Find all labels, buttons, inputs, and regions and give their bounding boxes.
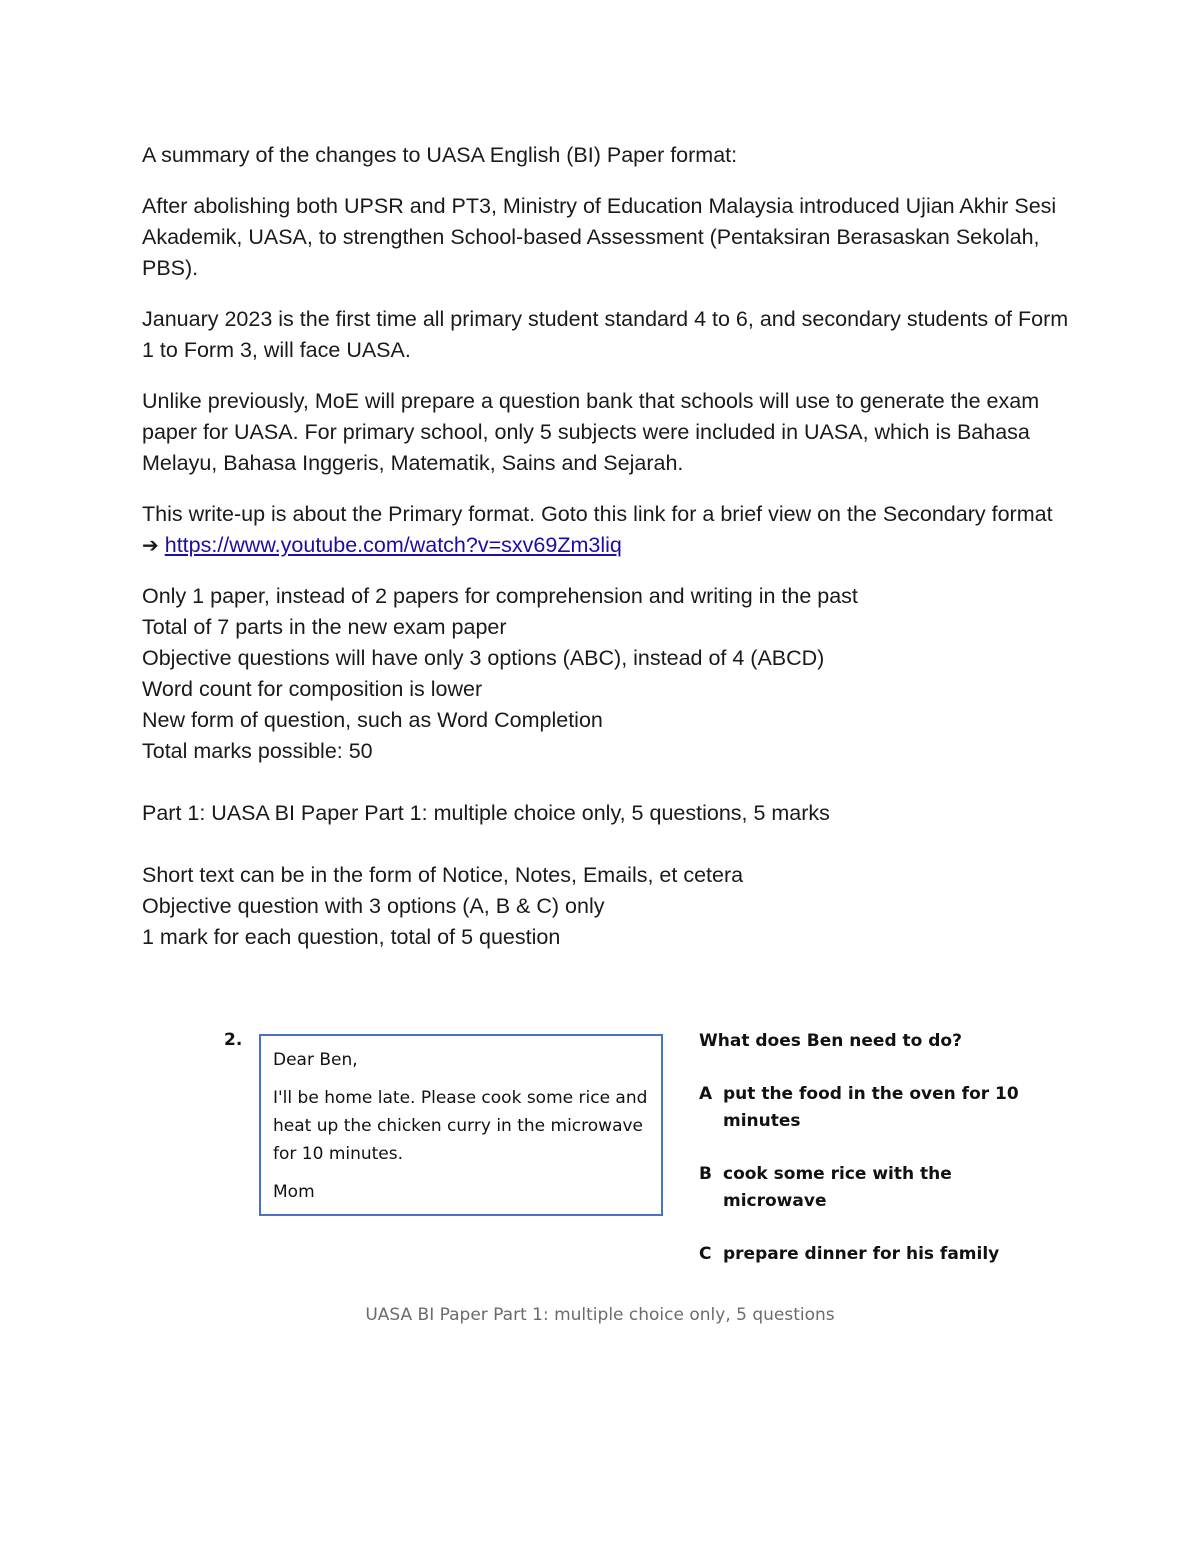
note-box	[259, 1034, 663, 1216]
question-number: 2.	[224, 1030, 243, 1050]
question-area	[699, 1028, 1019, 1294]
change-item: Total of 7 parts in the new exam paper	[142, 615, 507, 639]
summary-title: A summary of the changes to UASA English (BI) Paper format:	[142, 143, 738, 167]
option-text: put the food in the oven for 10 minutes	[723, 1084, 1019, 1131]
note-greeting: Dear Ben,	[273, 1050, 358, 1070]
note-body: I'll be home late. Please cook some rice and heat up the chicken curry in the microwave for 10 minutes.	[273, 1088, 648, 1164]
right-arrow-icon: ➔	[142, 533, 159, 557]
change-item: Word count for composition is lower	[142, 677, 483, 701]
youtube-link[interactable]: https://www.youtube.com/watch?v=sxv69Zm3liq	[164, 533, 622, 557]
paragraph-january-2023: January 2023 is the first time all primary student standard 4 to 6, and secondary students of Form 1 to Form 3, will face UASA.	[142, 307, 1069, 362]
option-b	[699, 1161, 1019, 1215]
option-letter: C	[699, 1244, 712, 1264]
option-letter: A	[699, 1084, 713, 1104]
changes-list	[142, 581, 1072, 953]
change-item: Objective questions will have only 3 options (ABC), instead of 4 (ABCD)	[142, 646, 825, 670]
paragraph-upsr-pt3: After abolishing both UPSR and PT3, Ministry of Education Malaysia introduced Ujian Akhir Sesi Akademik, UASA, to strengthen School-based Assessment (Pentaksiran Berasaskan Sekolah, PBS).	[142, 194, 1057, 280]
paragraph-secondary-link	[142, 499, 1072, 561]
part1-heading: Part 1: UASA BI Paper Part 1: multiple choice only, 5 questions, 5 marks	[142, 801, 830, 825]
question-text: What does Ben need to do?	[699, 1031, 962, 1051]
secondary-link-text: This write-up is about the Primary format. Goto this link for a brief view on the Secondary format	[142, 502, 1053, 526]
option-text: cook some rice with the microwave	[723, 1164, 952, 1211]
change-item: Total marks possible: 50	[142, 739, 373, 763]
option-letter: B	[699, 1164, 712, 1184]
part1-point: 1 mark for each question, total of 5 question	[142, 925, 561, 949]
figure-caption: UASA BI Paper Part 1: multiple choice only, 5 questions	[365, 1305, 835, 1325]
change-item: New form of question, such as Word Completion	[142, 708, 603, 732]
document-body	[142, 140, 1072, 973]
sample-question-figure	[0, 1020, 1200, 1340]
option-c	[699, 1241, 1019, 1268]
option-a	[699, 1081, 1019, 1135]
part1-point: Short text can be in the form of Notice, Notes, Emails, et cetera	[142, 863, 744, 887]
option-text: prepare dinner for his family	[723, 1244, 1000, 1264]
note-signoff: Mom	[273, 1182, 315, 1202]
change-item: Only 1 paper, instead of 2 papers for comprehension and writing in the past	[142, 584, 858, 608]
paragraph-question-bank: Unlike previously, MoE will prepare a question bank that schools will use to generate the exam paper for UASA. For primary school, only 5 subjects were included in UASA, which is Bahasa Melayu, Bahasa Inggeris, Matematik, Sains and Sejarah.	[142, 389, 1040, 475]
part1-point: Objective question with 3 options (A, B & C) only	[142, 894, 605, 918]
